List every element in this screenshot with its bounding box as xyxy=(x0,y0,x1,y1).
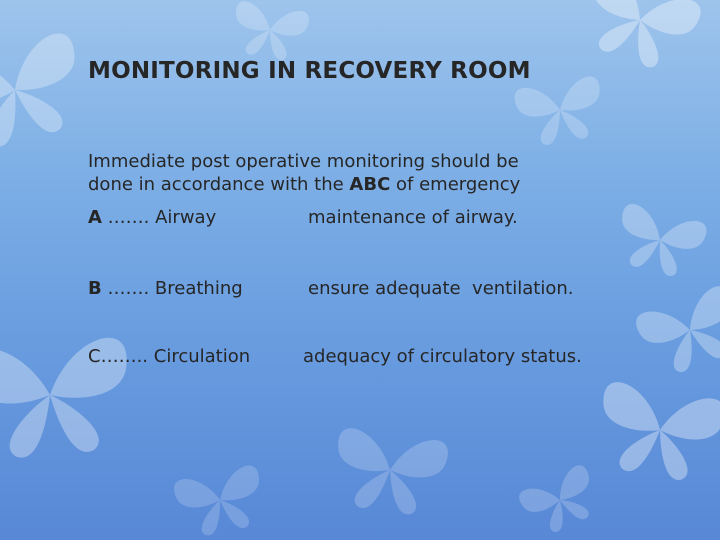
row-letter: A xyxy=(88,207,102,228)
row-letter: C xyxy=(88,346,101,367)
row-term: Breathing xyxy=(154,278,243,299)
slide-title: MONITORING IN RECOVERY ROOM xyxy=(88,58,531,84)
butterfly-icon xyxy=(0,30,93,156)
butterfly-icon xyxy=(513,75,608,149)
row-term: Airway xyxy=(155,207,217,228)
row-dots: ……. xyxy=(101,207,156,228)
abc-emphasis: ABC xyxy=(349,174,391,195)
butterfly-icon xyxy=(610,202,709,282)
butterfly-icon xyxy=(633,283,720,381)
butterfly-icon xyxy=(229,0,310,64)
row-dots: …….. xyxy=(100,346,154,367)
row-dots: ……. xyxy=(101,278,155,299)
intro-text xyxy=(88,150,688,196)
butterfly-icon xyxy=(517,463,606,540)
butterfly-icon xyxy=(330,427,450,519)
butterfly-icon xyxy=(574,0,704,78)
butterfly-icon xyxy=(172,464,268,540)
intro-line-2: done in accordance with the ABC of emergency xyxy=(88,174,521,195)
row-description: maintenance of airway. xyxy=(308,207,518,228)
row-term: Circulation xyxy=(153,346,251,367)
butterfly-icon xyxy=(592,380,720,486)
intro-line-1: Immediate post operative monitoring should be xyxy=(88,151,519,172)
row-description: ensure adequate ventilation. xyxy=(308,278,574,299)
row-description: adequacy of circulatory status. xyxy=(303,346,582,367)
row-letter: B xyxy=(88,278,102,299)
